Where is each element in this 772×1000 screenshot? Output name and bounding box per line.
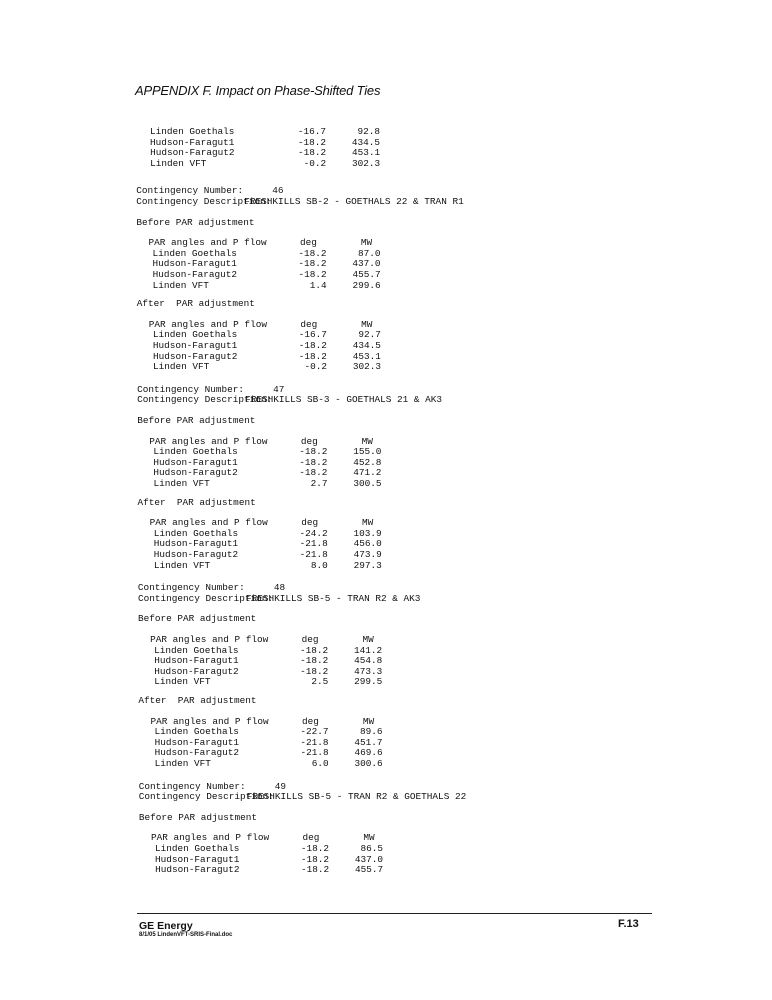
header-deg: deg (300, 318, 318, 330)
contingency-number: 47 (273, 383, 285, 395)
angle-deg: 2.7 (310, 478, 328, 489)
header-mw: MW (361, 435, 373, 447)
flow-mw: 437.0 (354, 853, 384, 865)
footer-filename: 8/1/05 LindenVFT-SRIS-Final.doc (139, 932, 233, 938)
angle-deg: -18.2 (298, 340, 327, 351)
contingency-number: 48 (273, 582, 286, 594)
contingency-description: FRESHKILLS SB-3 - GOETHALS 21 & AK3 (245, 394, 443, 406)
angle-deg: 8.0 (310, 559, 328, 571)
header-deg: deg (300, 237, 317, 249)
before-par-label: Before PAR adjustment (137, 415, 256, 426)
flow-mw: 437.0 (352, 258, 381, 270)
contingency-description-label: Contingency Description: (137, 592, 273, 604)
contingency-number-label: Contingency Number: (137, 383, 244, 395)
header-label: PAR angles and P flow (149, 517, 268, 529)
flow-mw: 297.3 (353, 559, 382, 571)
table-row (139, 759, 439, 770)
flow-mw: 300.6 (354, 758, 383, 769)
flow-mw: 453.1 (352, 350, 381, 362)
flow-mw: 434.5 (352, 340, 381, 351)
footer-divider (137, 913, 652, 914)
contingency-number-label: Contingency Number: (136, 185, 244, 197)
header-mw: MW (360, 237, 373, 249)
contingency-description: FRESHKILLS SB-2 - GOETHALS 22 & TRAN R1 (244, 196, 464, 207)
header-mw: MW (362, 517, 374, 529)
before-par-label: Before PAR adjustment (138, 613, 257, 625)
flow-mw: 452.8 (353, 456, 382, 468)
after-par-label: After PAR adjustment (136, 298, 255, 310)
flow-mw: 103.9 (353, 527, 382, 539)
flow-mw: 92.8 (357, 126, 380, 137)
angle-deg: -16.7 (297, 126, 326, 137)
header-mw: MW (361, 318, 373, 330)
tie-name: Linden VFT (152, 279, 209, 291)
tie-name: Hudson-Faragut2 (150, 147, 235, 159)
header-deg: deg (300, 435, 318, 447)
table-row (139, 865, 439, 876)
angle-deg: -18.2 (297, 136, 327, 148)
header-deg: deg (302, 832, 320, 844)
angle-deg: -18.2 (298, 258, 327, 270)
angle-deg: -18.2 (300, 655, 329, 667)
appendix-header: APPENDIX F. Impact on Phase-Shifted Ties (135, 83, 381, 98)
header-label: PAR angles and P flow (150, 832, 270, 844)
angle-deg: -18.2 (299, 467, 328, 479)
tie-name: Hudson-Faragut1 (152, 340, 238, 351)
header-deg: deg (302, 715, 319, 727)
contingency-number-label: Contingency Number: (137, 582, 245, 594)
angle-deg: -18.2 (300, 853, 330, 865)
angle-deg: -18.2 (298, 350, 327, 362)
tie-name: Hudson-Faragut1 (154, 655, 239, 667)
flow-mw: 473.3 (354, 665, 383, 677)
flow-mw: 454.8 (354, 655, 383, 667)
tie-name: Hudson-Faragut2 (154, 747, 239, 759)
contingency-number-label: Contingency Number: (138, 780, 246, 792)
flow-mw: 302.3 (351, 157, 381, 169)
angle-deg: -21.8 (300, 747, 329, 759)
contingency-number: 46 (272, 185, 284, 197)
before-par-label: Before PAR adjustment (138, 811, 258, 823)
tie-name: Hudson-Faragut1 (155, 853, 240, 865)
tie-name: Linden Goethals (154, 644, 239, 656)
tie-name: Linden Goethals (154, 726, 239, 738)
tie-name: Linden VFT (150, 157, 207, 169)
table-row (138, 677, 438, 688)
angle-deg: -18.2 (299, 456, 328, 468)
flow-mw: 451.7 (354, 736, 383, 748)
angle-deg: -18.2 (298, 269, 327, 280)
tie-name: Hudson-Faragut2 (152, 269, 237, 280)
angle-deg: -18.2 (300, 864, 330, 876)
tie-name: Hudson-Faragut2 (154, 665, 239, 677)
angle-deg: -16.7 (298, 329, 327, 341)
table-row (137, 362, 437, 373)
contingency-description: FRESHKILLS SB-5 - TRAN R2 & GOETHALS 22 (246, 791, 467, 803)
tie-name: Hudson-Faragut2 (155, 864, 240, 876)
header-label: PAR angles and P flow (150, 634, 269, 645)
flow-mw: 155.0 (353, 446, 382, 458)
angle-deg: -18.2 (297, 147, 327, 159)
header-deg: deg (301, 517, 319, 529)
header-label: PAR angles and P flow (149, 435, 268, 447)
flow-mw: 299.6 (352, 279, 381, 291)
tie-name: Hudson-Faragut2 (152, 350, 238, 362)
tie-name: Hudson-Faragut1 (153, 456, 238, 468)
table-row (137, 479, 437, 490)
flow-mw: 302.3 (352, 361, 381, 373)
flow-mw: 469.6 (354, 747, 383, 759)
angle-deg: -18.2 (300, 644, 329, 656)
tie-name: Linden Goethals (152, 247, 237, 259)
tie-name: Hudson-Faragut1 (154, 736, 239, 748)
tie-name: Linden VFT (152, 361, 210, 373)
tie-name: Linden VFT (154, 676, 211, 688)
flow-mw: 456.0 (353, 538, 382, 550)
tie-name: Linden Goethals (150, 126, 235, 137)
header-label: PAR angles and P flow (148, 318, 267, 330)
tie-name: Hudson-Faragut2 (153, 549, 239, 560)
tie-name: Hudson-Faragut1 (150, 136, 235, 148)
contingency-number: 49 (274, 780, 286, 792)
tie-name: Hudson-Faragut2 (153, 467, 238, 479)
angle-deg: -21.8 (299, 549, 328, 560)
flow-mw: 471.2 (353, 467, 382, 479)
header-label: PAR angles and P flow (148, 237, 267, 249)
table-row (138, 561, 438, 572)
angle-deg: -18.2 (299, 446, 328, 458)
flow-mw: 434.5 (351, 136, 381, 148)
footer-company: GE Energy (139, 920, 193, 932)
angle-deg: -18.2 (300, 665, 329, 677)
header-mw: MW (363, 832, 375, 844)
contingency-description: FRESHKILLS SB-5 - TRAN R2 & AK3 (245, 592, 421, 604)
flow-mw: 455.7 (352, 269, 381, 280)
contingency-description-label: Contingency Description: (136, 196, 272, 207)
page-number: F.13 (618, 918, 639, 930)
tie-name: Linden Goethals (153, 527, 239, 539)
angle-deg: 2.5 (311, 676, 329, 688)
tie-name: Hudson-Faragut1 (152, 258, 237, 270)
header-mw: MW (362, 715, 375, 727)
angle-deg: -22.7 (300, 726, 329, 738)
flow-mw: 92.7 (358, 329, 381, 341)
contingency-description-label: Contingency Description: (138, 791, 274, 803)
flow-mw: 89.6 (360, 726, 383, 738)
angle-deg: -18.2 (300, 843, 329, 854)
flow-mw: 141.2 (354, 644, 383, 656)
angle-deg: -0.2 (304, 361, 327, 373)
table-row (136, 159, 436, 170)
tie-name: Linden VFT (154, 758, 211, 769)
flow-mw: 87.0 (357, 247, 381, 259)
flow-mw: 86.5 (360, 843, 383, 854)
angle-deg: -18.2 (298, 247, 327, 259)
after-par-label: After PAR adjustment (138, 695, 257, 706)
tie-name: Linden VFT (153, 559, 211, 571)
flow-mw: 300.5 (353, 478, 382, 489)
after-par-label: After PAR adjustment (137, 496, 256, 508)
angle-deg: -21.8 (300, 736, 329, 748)
flow-mw: 473.9 (353, 549, 382, 560)
flow-mw: 453.1 (351, 147, 381, 159)
tie-name: Linden Goethals (152, 329, 238, 341)
tie-name: Hudson-Faragut1 (153, 538, 239, 550)
flow-mw: 455.7 (354, 864, 384, 876)
header-deg: deg (301, 634, 319, 645)
angle-deg: -0.2 (303, 157, 327, 169)
angle-deg: 1.4 (309, 279, 327, 291)
contingency-description-label: Contingency Description: (137, 394, 273, 406)
tie-name: Linden Goethals (155, 843, 240, 854)
angle-deg: -24.2 (299, 527, 328, 539)
tie-name: Linden Goethals (153, 446, 238, 458)
flow-mw: 299.5 (354, 676, 383, 688)
angle-deg: 6.0 (311, 758, 329, 769)
header-label: PAR angles and P flow (150, 715, 269, 727)
table-row (137, 281, 437, 292)
before-par-label: Before PAR adjustment (136, 216, 255, 228)
angle-deg: -21.8 (299, 538, 328, 550)
header-mw: MW (362, 634, 374, 645)
tie-name: Linden VFT (153, 478, 210, 489)
